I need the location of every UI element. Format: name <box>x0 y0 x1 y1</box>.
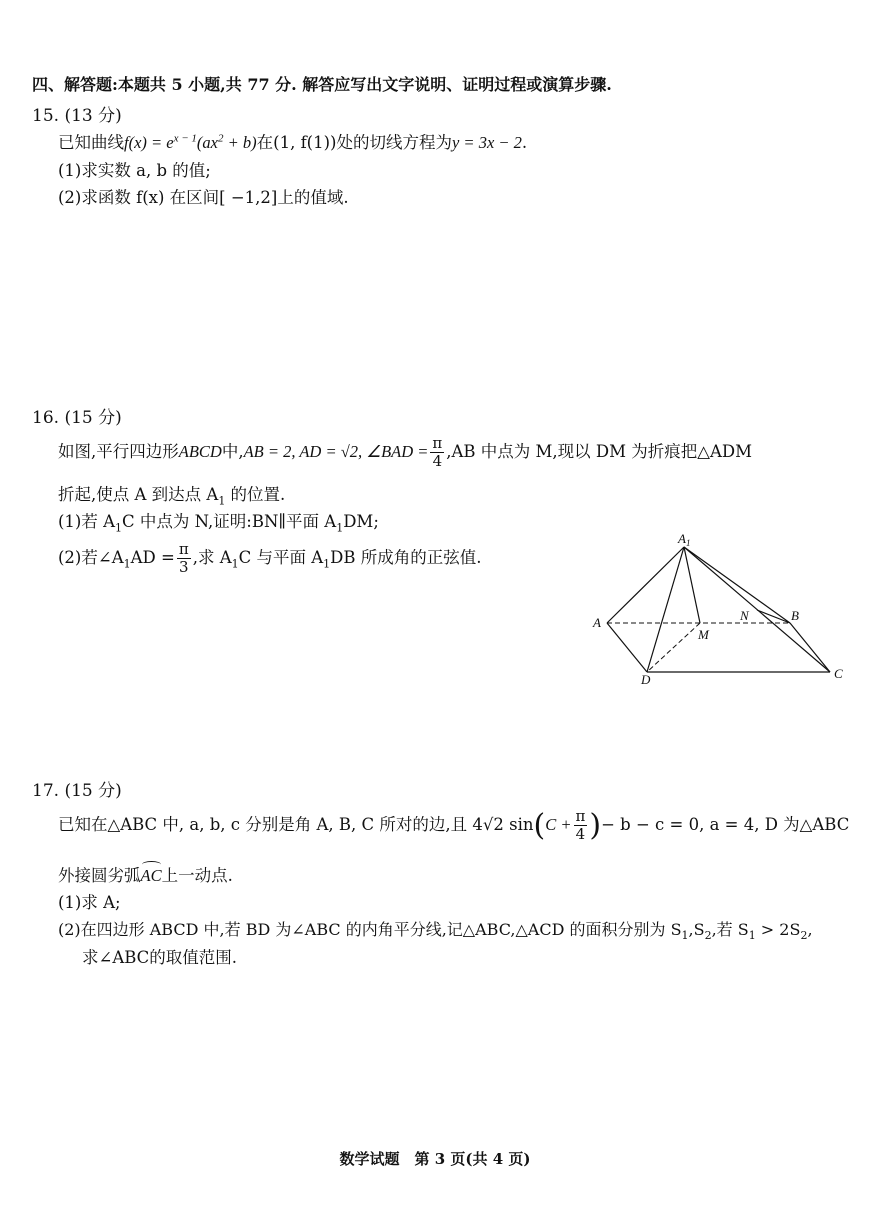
q15-curve <box>124 133 257 152</box>
q16-part1 <box>58 508 379 534</box>
label-b: B <box>791 608 799 623</box>
q15-intro-pre: 已知曲线 <box>58 133 124 152</box>
page-footer: 数学试题 第 3 页(共 4 页) <box>339 1150 531 1168</box>
q16-p1-end: DM; <box>343 512 379 531</box>
q15-part2: (2)求函数 f(x) 在区间[ −1,2]上的值域. <box>58 188 349 207</box>
q17-l2-end: 上一动点. <box>161 866 233 885</box>
q17-p2-cond: ,若 S <box>711 920 749 939</box>
q15-curve-base: f(x) = e <box>124 133 174 152</box>
q16-l2-sub: 1 <box>218 494 226 508</box>
q16-p2-frac-num: π <box>178 540 189 558</box>
q16-frac-den: 4 <box>432 452 443 470</box>
q16-frac-pi-3 <box>177 541 191 576</box>
q16-p1-mid: C 中点为 N,证明:BN∥平面 A <box>122 512 337 531</box>
q16-p2-end: DB 所成角的正弦值. <box>330 548 482 567</box>
q16-l1-mid: 中, <box>221 442 244 461</box>
q16-p2-mid: ,求 A <box>192 548 232 567</box>
q17-paren-close: ) <box>589 808 602 843</box>
q15-curve-tail: + b) <box>223 133 257 152</box>
label-d: D <box>641 672 651 687</box>
q17-l2-pre: 外接圆劣弧 <box>58 866 141 885</box>
q17-l1-pre: 已知在△ABC 中, a, b, c 分别是角 A, B, C 所对的边,且 4√2 sin <box>58 815 534 834</box>
q15-intro-mid: 在(1, f(1))处的切线方程为 <box>256 133 452 152</box>
q17-part2-line1 <box>58 917 813 942</box>
edge-a-d <box>607 623 647 672</box>
q17-part1: (1)求 A; <box>58 893 121 912</box>
q17-p2-l1: (2)在四边形 ABCD 中,若 BD 为∠ABC 的内角平分线,记△ABC,△ACD 的面积分别为 S <box>58 920 682 939</box>
edge-m-d-dashed <box>647 623 700 672</box>
q16-l1-ab: AB = 2, AD = √2, ∠BAD = <box>243 442 429 461</box>
label-m: M <box>698 627 709 642</box>
q17-p2-s2: 2 <box>704 929 712 943</box>
q16-part2 <box>58 541 482 576</box>
q16-l2-end: 的位置. <box>225 485 286 504</box>
q17-frac-pi-4 <box>574 808 588 843</box>
q17-p2-comma: ,S <box>688 920 705 939</box>
q16-frac-num: π <box>432 434 443 452</box>
q16-l1-after: ,AB 中点为 M,现以 DM 为折痕把△ADM <box>446 442 753 461</box>
q15-curve-sq: 2 <box>218 132 224 145</box>
q16-line1 <box>58 435 752 470</box>
q16-frac-pi-4 <box>430 435 444 470</box>
q16-p2-eq: AD = <box>130 548 175 567</box>
label-c: C <box>834 666 843 681</box>
section-header: 四、解答题:本题共 5 小题,共 77 分. 解答应写出文字说明、证明过程或演算步骤. <box>32 75 612 94</box>
q15-part1: (1)求实数 a, b 的值; <box>58 161 211 180</box>
q15-tangent: y = 3x − 2 <box>451 133 522 152</box>
q17-line1 <box>58 808 849 843</box>
q17-l1-after: − b − c = 0, a = 4, D 为△ABC <box>601 815 850 834</box>
q16-l1-abcd: ABCD <box>178 442 222 461</box>
q15-intro <box>58 129 527 153</box>
q16-p1-sub2: 1 <box>336 521 344 535</box>
q17-number: 17. (15 分) <box>32 781 122 801</box>
q17-frac-pre: C + <box>545 815 572 834</box>
q16-p2-sub1: 1 <box>123 557 131 571</box>
q16-p2-pre: (2)若∠A <box>58 548 124 567</box>
q16-p2-sub3: 1 <box>323 557 331 571</box>
q17-frac-num: π <box>575 807 586 825</box>
q16-l2: 折起,使点 A 到达点 A <box>58 485 219 504</box>
q17-p2-s3: 1 <box>748 929 756 943</box>
edge-a1-c <box>684 547 830 672</box>
edge-a1-b <box>684 547 790 623</box>
q17-p2-cond2: > 2S <box>755 920 801 939</box>
q16-p2-mid2: C 与平面 A <box>238 548 324 567</box>
q16-line2 <box>58 481 285 507</box>
q16-l1-pre: 如图,平行四边形 <box>58 442 179 461</box>
q16-p1-sub1: 1 <box>115 521 123 535</box>
label-a: A <box>593 615 601 630</box>
q15-intro-end: . <box>521 133 528 152</box>
q15-number: 15. (13 分) <box>32 106 122 126</box>
q16-p2-frac-den: 3 <box>179 558 189 576</box>
q15-curve-rest: (ax <box>196 133 218 152</box>
edge-b-c <box>790 623 830 672</box>
q17-p2-s1: 1 <box>681 929 689 943</box>
edge-n-b <box>757 610 790 623</box>
q17-line2 <box>58 862 233 886</box>
q17-p2-cond3: , <box>807 920 813 939</box>
q15-curve-exp: x − 1 <box>173 132 197 145</box>
pyramid-figure <box>580 525 860 695</box>
q17-paren-open: ( <box>533 808 546 843</box>
q17-part2-line2: 求∠ABC的取值范围. <box>82 948 238 967</box>
q17-frac-den: 4 <box>575 825 586 843</box>
label-n: N <box>740 608 749 623</box>
q16-number: 16. (15 分) <box>32 408 122 428</box>
q16-p1-pre: (1)若 A <box>58 512 116 531</box>
q16-p2-sub2: 1 <box>231 557 239 571</box>
q17-p2-s4: 2 <box>800 929 808 943</box>
q17-arc-ac: AC <box>140 866 162 885</box>
label-a1: $A_1$ <box>678 531 691 548</box>
